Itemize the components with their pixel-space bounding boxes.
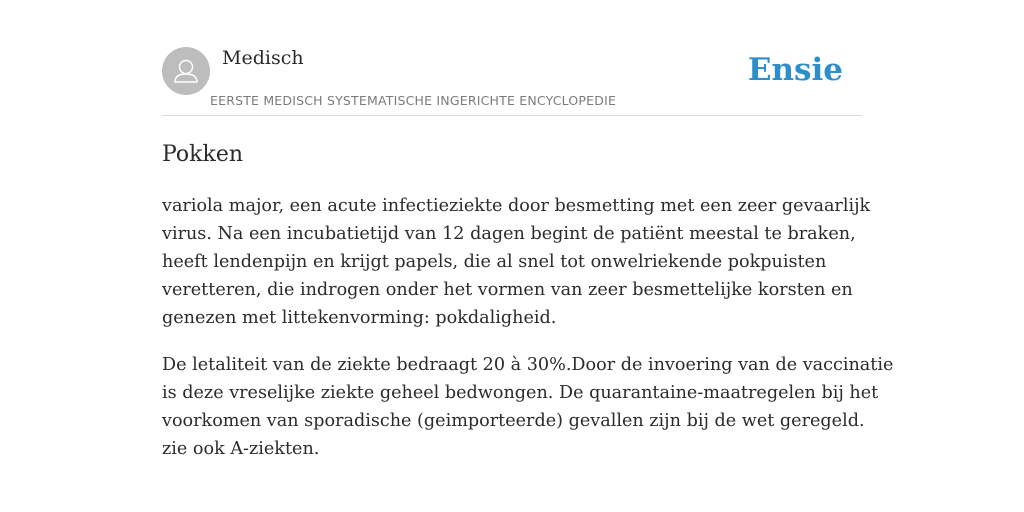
user-silhouette-icon (162, 47, 210, 95)
avatar[interactable] (162, 47, 210, 95)
ensie-logo[interactable]: Ensie (747, 52, 843, 88)
header-divider (162, 115, 862, 116)
source-subtitle: EERSTE MEDISCH SYSTEMATISCHE INGERICHTE ENCYCLOPEDIE (210, 93, 617, 108)
text-line: genezen met littekenvorming: pokdaligheid. (162, 308, 557, 328)
paragraph (162, 351, 894, 463)
text-line: variola major, een acute infectieziekte door besmetting met een zeer gevaarlijk (162, 196, 871, 216)
paragraph (162, 192, 871, 332)
text-line: De letaliteit van de ziekte bedraagt 20 à 30%.Door de invoering van de vaccinatie (162, 355, 894, 375)
text-line: is deze vreselijke ziekte geheel bedwongen. De quarantaine-maatregelen bij het (162, 383, 879, 403)
text-line: voorkomen van sporadische (geimporteerde) gevallen zijn bij de wet geregeld. (162, 411, 865, 431)
article-body (162, 192, 894, 482)
text-line: zie ook A-ziekten. (162, 439, 320, 459)
page-title: Pokken (162, 142, 244, 167)
source-name[interactable]: Medisch (222, 47, 304, 69)
text-line: virus. Na een incubatietijd van 12 dagen begint de patiënt meestal te braken, (162, 224, 856, 244)
text-line: heeft lendenpijn en krijgt papels, die al snel tot onwelriekende pokpuisten (162, 252, 827, 272)
text-line: veretteren, die indrogen onder het vormen van zeer besmettelijke korsten en (162, 280, 853, 300)
